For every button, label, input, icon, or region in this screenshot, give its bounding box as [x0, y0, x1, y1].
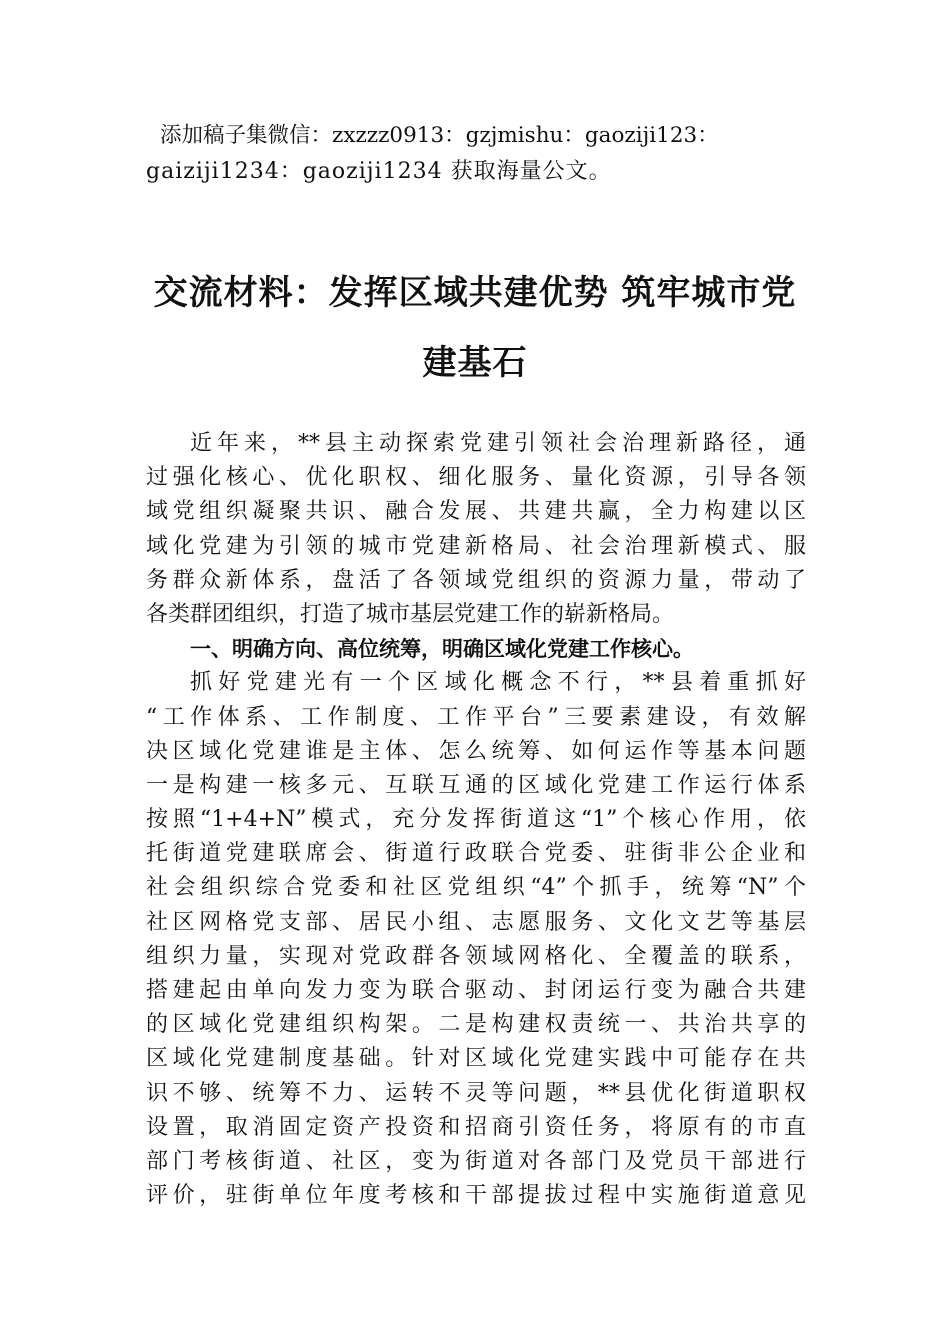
paragraph-line: 按照“1+4+N”模式，充分发挥街道这“1”个核心作用，依: [146, 807, 806, 833]
header-note-line-1: 添加稿子集微信：zxzzz0913：gzjmishu：gaoziji123：: [160, 123, 719, 148]
paragraph-line: 评价，驻街单位年度考核和干部提拔过程中实施街道意见: [146, 1183, 806, 1209]
paragraph-line: 社会组织综合党委和社区党组织“4”个抓手，统筹“N”个: [146, 875, 806, 901]
paragraph-line: “工作体系、工作制度、工作平台”三要素建设，有效解: [146, 704, 806, 730]
paragraph-line: 近年来，**县主动探索党建引领社会治理新路径，通: [190, 431, 806, 456]
paragraph-line: 一是构建一核多元、互联互通的区域化党建工作运行体系: [146, 772, 806, 798]
paragraph-line: 组织力量，实现对党政群各领域网格化、全覆盖的联系，: [146, 943, 806, 969]
paragraph-line: 过强化核心、优化职权、细化服务、量化资源，引导各领: [146, 465, 806, 491]
paragraph-line: 设置，取消固定资产投资和招商引资任务，将原有的市直: [146, 1114, 806, 1140]
paragraph-line: 域党组织凝聚共识、融合发展、共建共赢，全力构建以区: [146, 499, 806, 525]
paragraph-line: 部门考核街道、社区，变为街道对各部门及党员干部进行: [146, 1148, 806, 1174]
paragraph-line: 各类群团组织，打造了城市基层党建工作的崭新格局。: [146, 601, 675, 627]
paragraph-line: 抓好党建光有一个区域化概念不行，**县着重抓好: [190, 670, 806, 696]
paragraph-line: 的区域化党建组织构架。二是构建权责统一、共治共享的: [146, 1012, 806, 1038]
paragraph-line: 社区网格党支部、居民小组、志愿服务、文化文艺等基层: [146, 909, 806, 935]
section-heading: 一、明确方向、高位统筹，明确区域化党建工作核心。: [190, 637, 694, 662]
paragraph-line: 识不够、统筹不力、运转不灵等问题，**县优化街道职权: [146, 1080, 806, 1106]
paragraph-line: 务群众新体系，盘活了各领域党组织的资源力量，带动了: [146, 567, 806, 593]
paragraph-line: 域化党建为引领的城市党建新格局、社会治理新模式、服: [146, 533, 806, 559]
header-note: [146, 118, 806, 190]
paragraph-line: 搭建起由单向发力变为联合驱动、封闭运行变为融合共建: [146, 978, 806, 1003]
body-text: [146, 427, 806, 1213]
title-line-2: 建基石: [422, 343, 528, 383]
title-line-1: 交流材料：发挥区域共建优势 筑牢城市党: [153, 273, 797, 313]
paragraph-line: 决区域化党建谁是主体、怎么统筹、如何运作等基本问题: [146, 738, 806, 764]
document-title: [100, 258, 850, 398]
header-note-line-2: gaiziji1234：gaoziji1234 获取海量公文。: [146, 159, 612, 184]
paragraph-line: 区域化党建制度基础。针对区域化党建实践中可能存在共: [146, 1046, 806, 1072]
paragraph-line: 托街道党建联席会、街道行政联合党委、驻街非公企业和: [146, 841, 806, 867]
